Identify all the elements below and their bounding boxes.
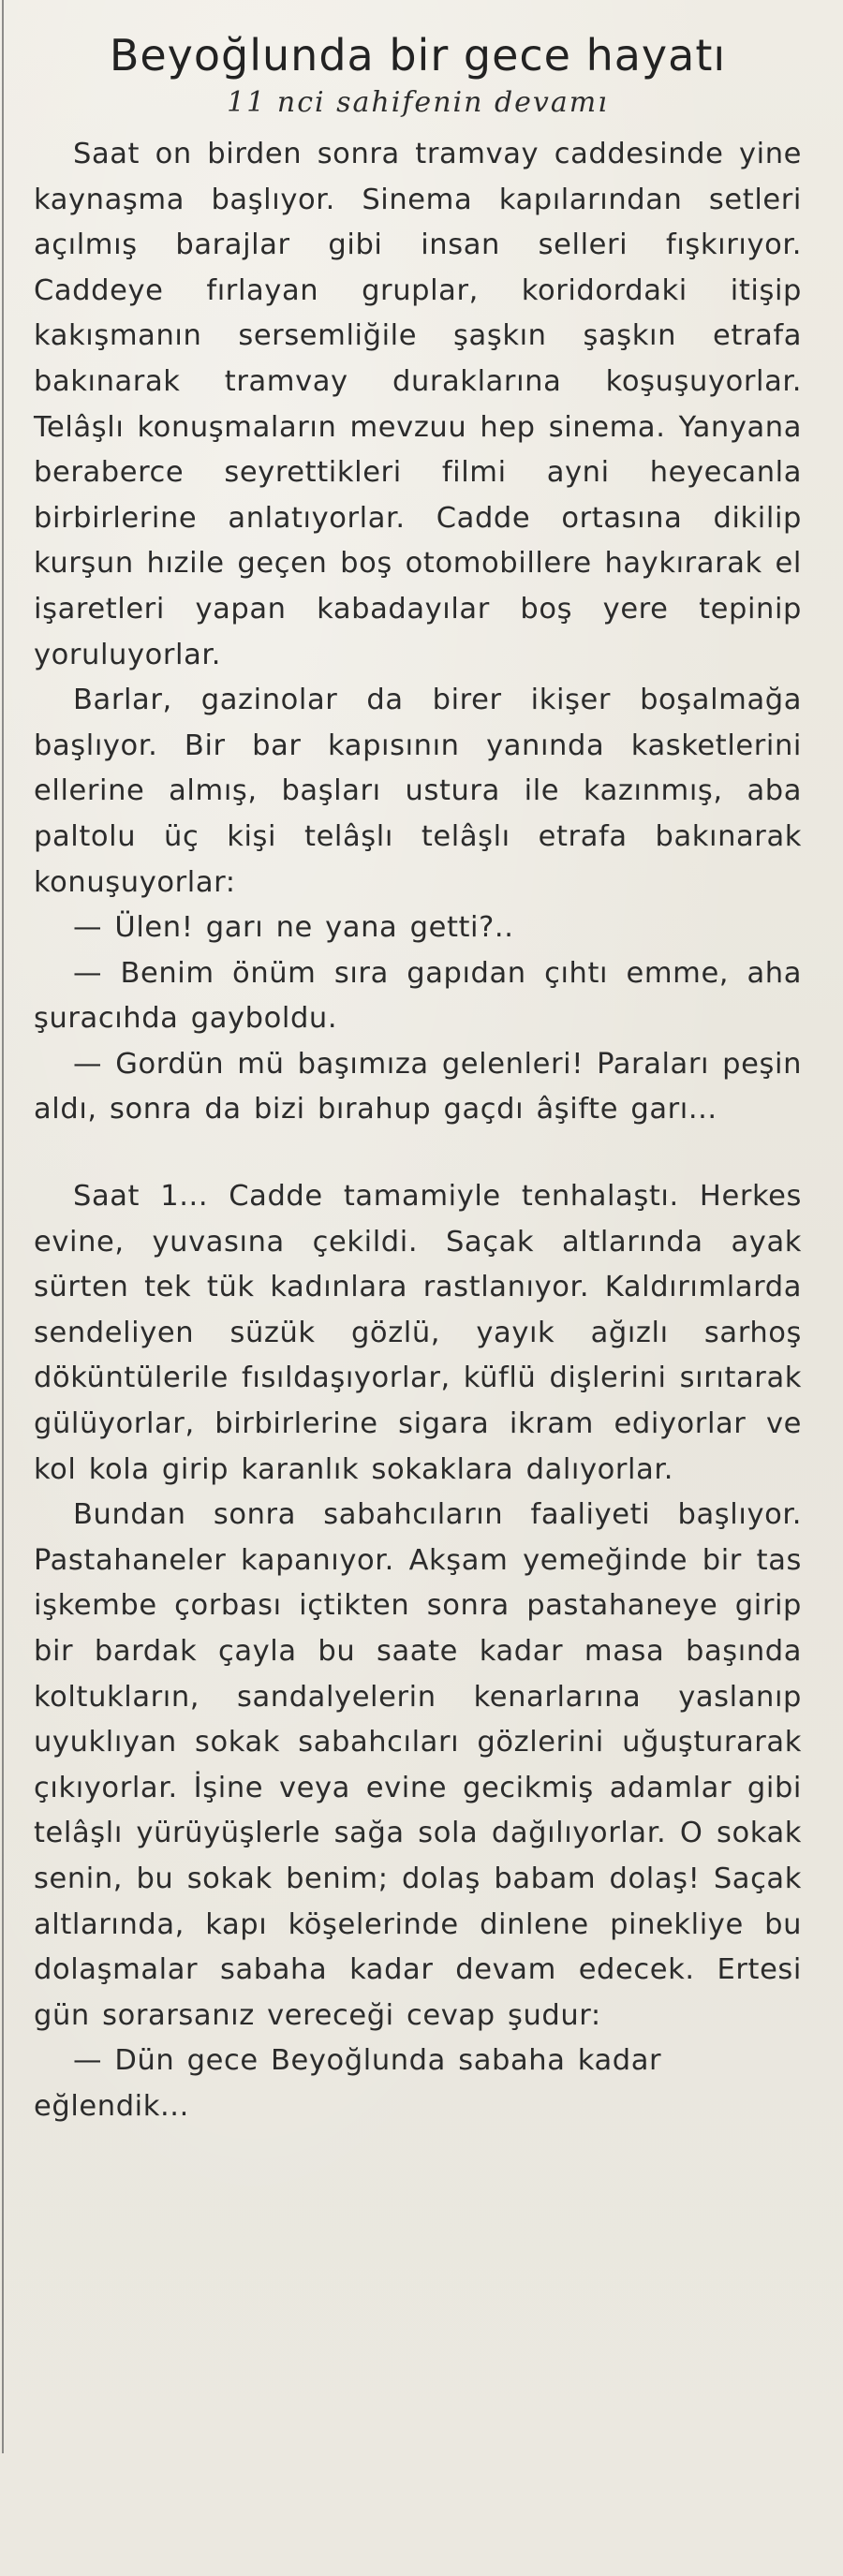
article-headline: Beyoğlunda bir gece hayatı (109, 30, 727, 81)
continuation-note: 11 nci sahifenin devamı (227, 86, 609, 119)
paragraph-night-wanderers: Bundan sonra sabahcıların faaliyeti başlıyor. Pastahaneler kapanıyor. Akşam yemeğinde bir tas işkembe çorbası içtikten sonra pastahaneye girip bir bardak çayla bu saate kadar masa başında koltukların, sandalyelerin kenarlarına yaslanıp uyuklıyan sokak sabahcıları gözlerini uğuşturarak çıkıyorlar. İşine veya evine gecikmiş adamlar gibi telâşlı yürüyüşlerle sağa sola dağılıyorlar. O sokak senin, bu sokak benim; dolaş babam dolaş! Saçak altlarında, kapı köşelerinde dinlene pinekliye bu dolaşmalar sabaha kadar devam edecek. Ertesi gün sorarsanız vereceği cevap şudur: (34, 1498, 802, 2032)
closing-dialogue: — Dün gece Beyoğlunda sabaha kadar eğlendik... (34, 2044, 662, 2123)
dialogue-line-1: — Ülen! garı ne yana getti?.. (73, 911, 514, 945)
dialogue-line-3: — Gordün mü başımıza gelenleri! Paraları peşin aldı, sonra da bizi bırahup gaçdı âşifte garı... (34, 1047, 802, 1126)
paragraph-one-oclock: Saat 1... Cadde tamamiyle tenhalaştı. Herkes evine, yuvasına çekildi. Saçak altlarında ayak sürten tek tük kadınlara rastlanıyor. Kaldırımlarda sendeliyen süzük gözlü, yayık ağızlı sarhoş döküntülerile fısıldaşıyorlar, küflü dişlerini sırıtarak gülüyorlar, birbirlerine sigara ikram ediyorlar ve kol kola girip karanlık sokaklara dalıyorlar. (34, 1180, 802, 1486)
column-rule (2, 0, 4, 2453)
paragraph-street-crowds: Saat on birden sonra tramvay caddesinde yine kaynaşma başlıyor. Sinema kapılarından setleri açılmış barajlar gibi insan selleri fışkırıyor. Caddeye fırlayan gruplar, koridordaki itişip kakışmanın sersemliğile şaşkın şaşkın etrafa bakınarak tramvay duraklarına koşuşuyorlar. Telâşlı konuşmaların mevzuu hep sinema. Yanyana beraberce seyrettikleri filmi ayni heyecanla birbirlerine anlatıyorlar. Cadde ortasına dikilip kurşun hızile geçen boş otomobillere haykırarak el işaretleri yapan kabadayılar boş yere tepinip yoruluyorlar. (34, 138, 802, 671)
dialogue-line-2: — Benim önüm sıra gapıdan çıhtı emme, aha şuracıhda gayboldu. (34, 956, 802, 1036)
paragraph-bars-emptying: Barlar, gazinolar da birer ikişer boşalmağa başlıyor. Bir bar kapısının yanında kasketlerini ellerine almış, başları ustura ile kazınmış, aba paltolu üç kişi telâşlı telâşlı etrafa bakınarak konuşuyorlar: (34, 684, 802, 899)
article-body (34, 132, 802, 2130)
article (34, 22, 802, 2130)
